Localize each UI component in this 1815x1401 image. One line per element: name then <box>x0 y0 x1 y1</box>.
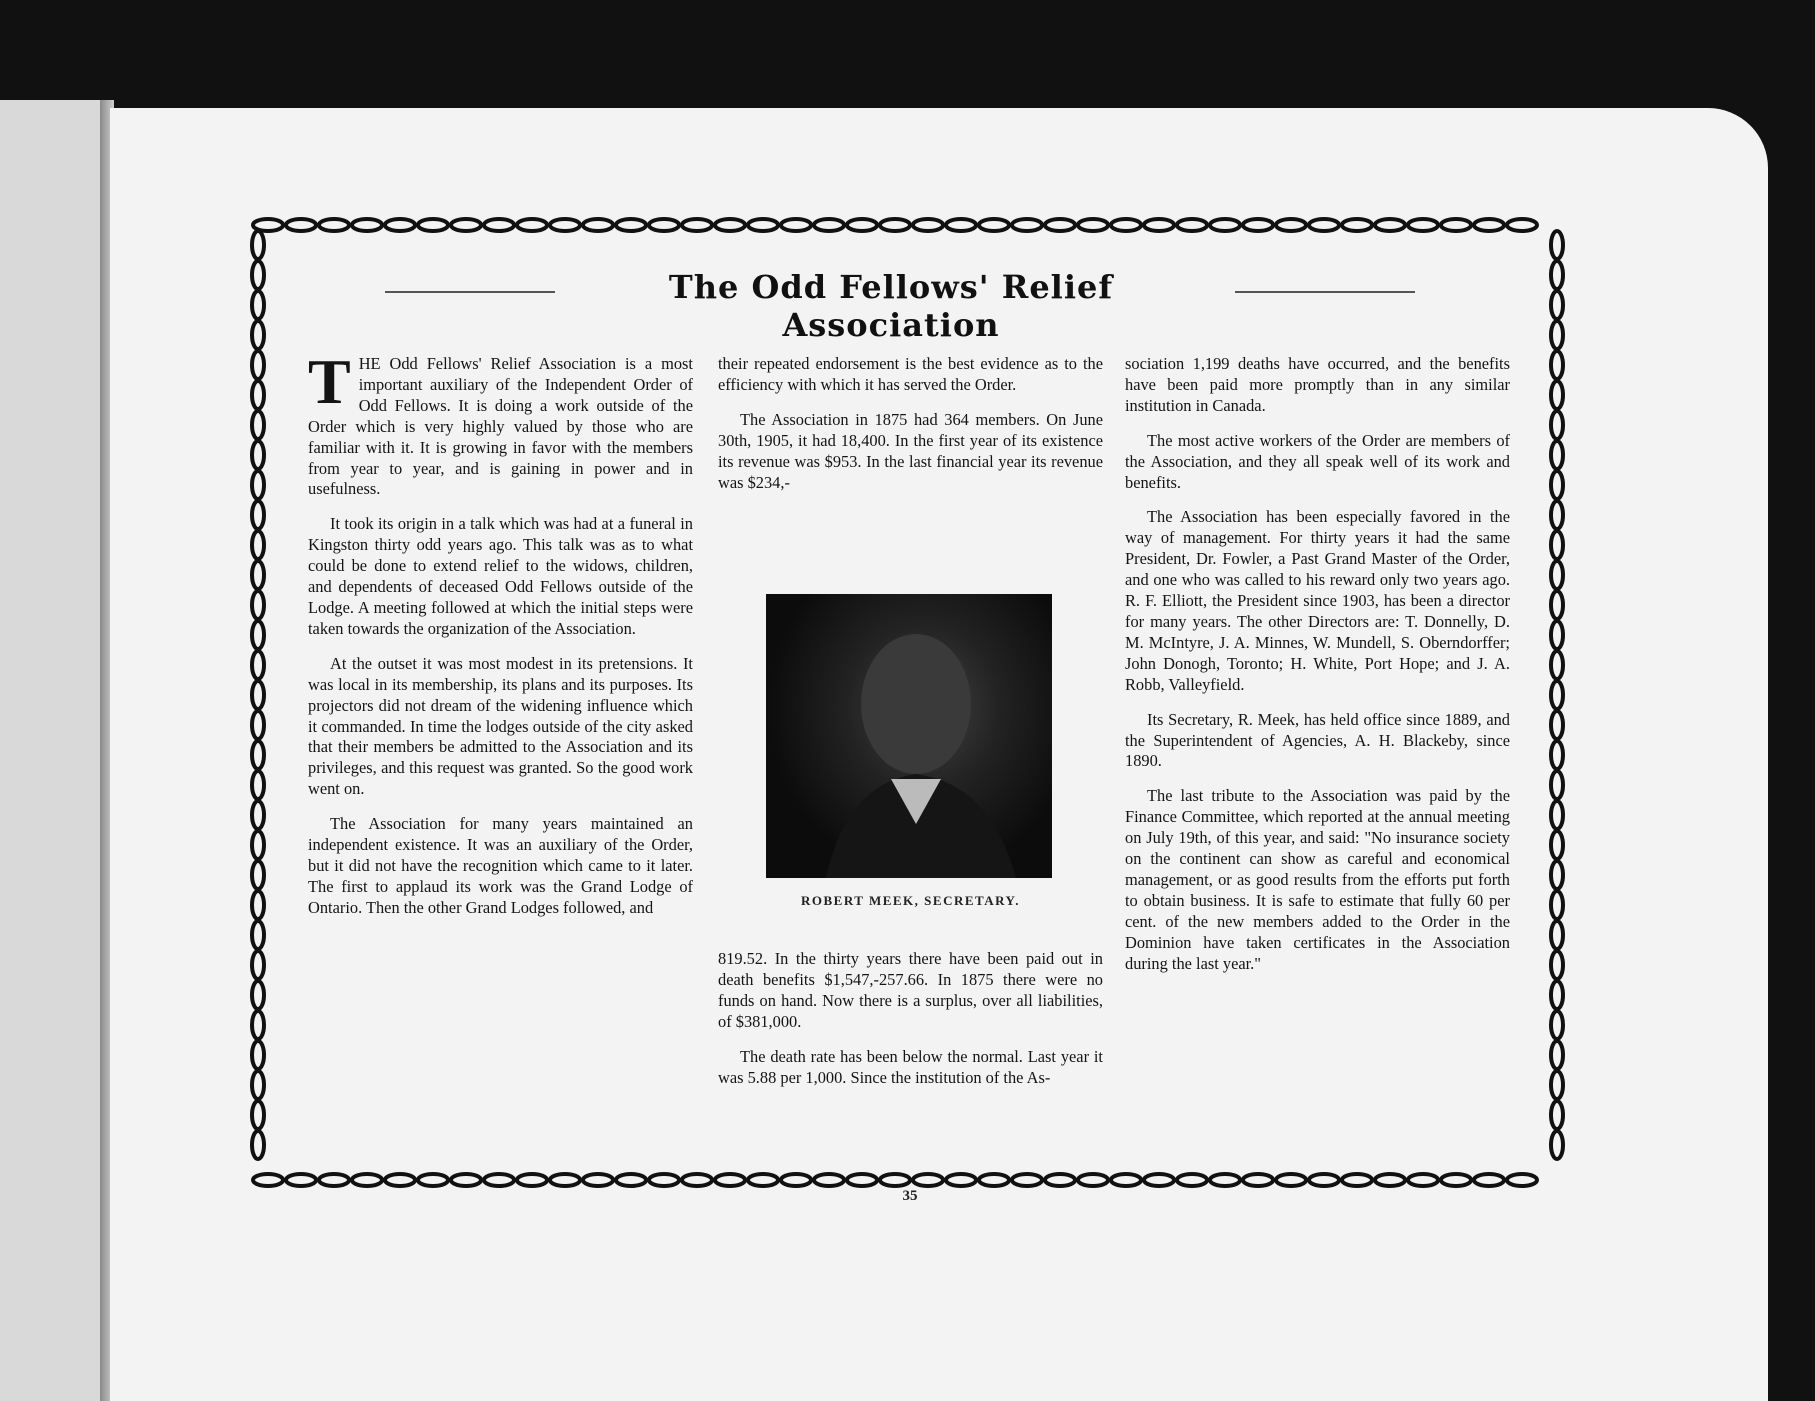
chain-link <box>913 219 943 231</box>
chain-link <box>1111 219 1141 231</box>
col1-p1-text: HE Odd Fellows' Relief Association is a most important auxiliary of the Independent Order of Odd Fellows. It is doing a work outside of the Order which is very highly valued by those who are familiar with it. It is growing in favor with the members from year to year, and is gaining in power and in usefulness. <box>308 354 693 499</box>
chain-link <box>319 219 349 231</box>
chain-link <box>418 1174 448 1186</box>
chain-link <box>286 219 316 231</box>
chain-link <box>1144 1174 1174 1186</box>
col1-paragraph-3: At the outset it was most modest in its pretensions. It was local in its membership, its plans and its purposes. Its projectors did not dream of the widening influence which it commanded. In time the lodges outside of the city asked that their members be admitted to the Association and its privileges, and this request was granted. So the good work went on. <box>308 653 693 799</box>
chain-link <box>1375 219 1405 231</box>
chain-link <box>1551 711 1563 739</box>
chain-link <box>1078 219 1108 231</box>
chain-link <box>1474 1174 1504 1186</box>
chain-link <box>1243 1174 1273 1186</box>
chain-link <box>1551 621 1563 649</box>
chain-link <box>1276 1174 1306 1186</box>
chain-link <box>517 1174 547 1186</box>
chain-link <box>979 219 1009 231</box>
chain-link <box>385 219 415 231</box>
chain-link <box>1551 1101 1563 1129</box>
chain-link <box>252 231 264 259</box>
chain-link <box>1551 351 1563 379</box>
chain-link <box>583 219 613 231</box>
chain-link <box>1551 861 1563 889</box>
chain-link <box>616 1174 646 1186</box>
col2-paragraph-2: The Association in 1875 had 364 members. On June 30th, 1905, it had 18,400. In the first year of its existence its revenue was $953. In the last financial year its revenue was $234,- <box>718 409 1103 492</box>
chain-link <box>1551 261 1563 289</box>
chain-link <box>252 621 264 649</box>
chain-link <box>352 1174 382 1186</box>
chain-link <box>1551 1071 1563 1099</box>
chain-link <box>880 219 910 231</box>
chain-link <box>1551 681 1563 709</box>
title-rule-right <box>1235 291 1415 293</box>
chain-link <box>352 219 382 231</box>
col2-paragraph-3: 819.52. In the thirty years there have been paid out in death benefits $1,547,-257.66. In 1875 there were no funds on hand. Now there is a surplus, over all liabilities, of $381,000. <box>718 949 1103 1031</box>
portrait-photo <box>766 594 1052 878</box>
col3-paragraph-5: The last tribute to the Association was paid by the Finance Committee, which reported at the annual meeting on July 19th, of this year, and said: "No insurance society on the continent can show as careful and economical management, or as good results from the efforts put forth to obtain business. It is safe to estimate that fully 60 per cent. of the new members added to the Order in the Dominion have taken certificates in the Association during the last year." <box>1125 786 1510 973</box>
chain-link <box>286 1174 316 1186</box>
chain-link <box>616 219 646 231</box>
chain-link <box>1210 1174 1240 1186</box>
chain-link <box>1507 219 1537 231</box>
chain-link <box>1551 441 1563 469</box>
col3-paragraph-4: Its Secretary, R. Meek, has held office since 1889, and the Superintendent of Agencies, A. H. Blackeby, since 1890. <box>1125 709 1510 771</box>
chain-link <box>847 1174 877 1186</box>
chain-link <box>252 531 264 559</box>
chain-link <box>1551 231 1563 259</box>
chain-link <box>1375 1174 1405 1186</box>
chain-link <box>252 711 264 739</box>
chain-link <box>252 1041 264 1069</box>
photo-caption: ROBERT MEEK, SECRETARY. <box>800 893 1020 908</box>
chain-link <box>252 351 264 379</box>
chain-link <box>781 219 811 231</box>
chain-link <box>252 291 264 319</box>
chain-link <box>979 1174 1009 1186</box>
col1-paragraph-1 <box>308 346 693 500</box>
chain-link <box>1045 1174 1075 1186</box>
chain-link <box>252 381 264 409</box>
chain-link <box>1551 981 1563 1009</box>
chain-link <box>781 1174 811 1186</box>
chain-link <box>946 219 976 231</box>
chain-link <box>517 219 547 231</box>
chain-link <box>1309 1174 1339 1186</box>
chain-link <box>252 561 264 589</box>
chain-link <box>1210 219 1240 231</box>
chain-link <box>1551 651 1563 679</box>
chain-link <box>550 219 580 231</box>
portrait-figure <box>766 594 1052 878</box>
chain-link <box>1078 1174 1108 1186</box>
chain-link <box>583 1174 613 1186</box>
page-title: The Odd Fellows' Relief Association <box>668 268 1114 344</box>
chain-link <box>252 741 264 769</box>
col2-paragraph-4: The death rate has been below the normal. Last year it was 5.88 per 1,000. Since the institution of the As- <box>718 1046 1103 1087</box>
chain-link <box>1551 411 1563 439</box>
chain-link <box>252 1071 264 1099</box>
col2-paragraph-1: their repeated endorsement is the best evidence as to the efficiency with which it has served the Order. <box>718 354 1103 394</box>
chain-link <box>252 891 264 919</box>
chain-link <box>1474 219 1504 231</box>
chain-link <box>252 951 264 979</box>
chain-link <box>880 1174 910 1186</box>
chain-link <box>1551 1041 1563 1069</box>
chain-link <box>748 1174 778 1186</box>
chain-link <box>1551 1131 1563 1159</box>
chain-link <box>252 861 264 889</box>
chain-link <box>1551 321 1563 349</box>
chain-link <box>1111 1174 1141 1186</box>
column-2 <box>718 354 1103 507</box>
chain-link <box>1551 801 1563 829</box>
chain-link <box>550 1174 580 1186</box>
chain-link <box>814 219 844 231</box>
chain-link <box>1551 561 1563 589</box>
chain-link <box>451 1174 481 1186</box>
chain-link <box>252 471 264 499</box>
chain-link <box>252 501 264 529</box>
chain-link <box>252 411 264 439</box>
drop-cap: T <box>308 346 351 417</box>
chain-link <box>1144 219 1174 231</box>
title-row <box>375 268 1430 344</box>
col3-paragraph-1: sociation 1,199 deaths have occurred, and the benefits have been paid more promptly than in any similar institution in Canada. <box>1125 354 1510 415</box>
chain-link <box>1551 501 1563 529</box>
chain-link <box>252 831 264 859</box>
chain-link <box>1342 219 1372 231</box>
chain-link <box>252 801 264 829</box>
chain-link <box>1177 219 1207 231</box>
chain-link <box>649 219 679 231</box>
chain-link <box>1551 471 1563 499</box>
chain-link <box>1012 219 1042 231</box>
chain-link <box>715 1174 745 1186</box>
page-number: 35 <box>902 1188 918 1204</box>
chain-link <box>847 219 877 231</box>
chain-link <box>1408 219 1438 231</box>
chain-link <box>252 1101 264 1129</box>
chain-link <box>252 441 264 469</box>
chain-link <box>1243 219 1273 231</box>
chain-link <box>1276 219 1306 231</box>
chain-link <box>1551 951 1563 979</box>
chain-link <box>252 321 264 349</box>
chain-link <box>913 1174 943 1186</box>
col3-paragraph-2: The most active workers of the Order are members of the Association, and they all speak well of its work and benefits. <box>1125 430 1510 492</box>
column-2-continued <box>718 949 1103 1102</box>
chain-link <box>253 1174 283 1186</box>
chain-link <box>484 1174 514 1186</box>
column-1 <box>308 346 693 933</box>
chain-link <box>715 219 745 231</box>
chain-link <box>1342 1174 1372 1186</box>
chain-link <box>1551 771 1563 799</box>
chain-link <box>252 981 264 1009</box>
chain-link <box>385 1174 415 1186</box>
chain-link <box>1507 1174 1537 1186</box>
chain-link <box>814 1174 844 1186</box>
chain-link <box>946 1174 976 1186</box>
col3-paragraph-3: The Association has been especially favored in the way of management. For thirty years it had the same President, Dr. Fowler, a Past Grand Master of the Order, and one who was called to his reward only two years ago. R. F. Elliott, the President since 1903, has been a director for many years. The other Directors are: T. Donnelly, D. M. McIntyre, J. A. Minnes, W. Mundell, S. Oberndorffer; John Donogh, Toronto; H. White, Port Hope; and J. A. Robb, Valleyfield. <box>1125 507 1510 694</box>
chain-link <box>1177 1174 1207 1186</box>
chain-link <box>1551 591 1563 619</box>
chain-link <box>252 771 264 799</box>
chain-link <box>252 681 264 709</box>
col1-paragraph-4: The Association for many years maintained an independent existence. It was an auxiliary of the Order, but it did not have the recognition which came to it later. The first to applaud its work was the Grand Lodge of Ontario. Then the other Grand Lodges followed, and <box>308 814 693 917</box>
chain-link <box>1012 1174 1042 1186</box>
col1-paragraph-2: It took its origin in a talk which was had at a funeral in Kingston thirty odd years ago. This talk was as to what could be done to extend relief to the widows, children, and dependents of deceased Odd Fellows outside of the Lodge. A meeting followed at which the initial steps were taken towards the organization of the Association. <box>308 514 693 638</box>
chain-link <box>1551 381 1563 409</box>
chain-link <box>1551 1011 1563 1039</box>
chain-link <box>1551 741 1563 769</box>
chain-link <box>1551 291 1563 319</box>
chain-link <box>649 1174 679 1186</box>
chain-link <box>484 219 514 231</box>
chain-link <box>451 219 481 231</box>
chain-link <box>1441 219 1471 231</box>
chain-link <box>418 219 448 231</box>
chain-link <box>252 1131 264 1159</box>
chain-link <box>252 591 264 619</box>
title-rule-left <box>385 291 555 293</box>
column-3 <box>1125 354 1510 988</box>
chain-link <box>1551 891 1563 919</box>
chain-link <box>1551 921 1563 949</box>
chain-link <box>1408 1174 1438 1186</box>
chain-link <box>748 219 778 231</box>
chain-link <box>682 219 712 231</box>
chain-link <box>252 261 264 289</box>
chain-link <box>252 1011 264 1039</box>
chain-link <box>1441 1174 1471 1186</box>
chain-link <box>319 1174 349 1186</box>
chain-link <box>1309 219 1339 231</box>
chain-link <box>1045 219 1075 231</box>
chain-link <box>1551 831 1563 859</box>
chain-link <box>682 1174 712 1186</box>
chain-link <box>1551 531 1563 559</box>
chain-link <box>252 921 264 949</box>
chain-link <box>252 651 264 679</box>
